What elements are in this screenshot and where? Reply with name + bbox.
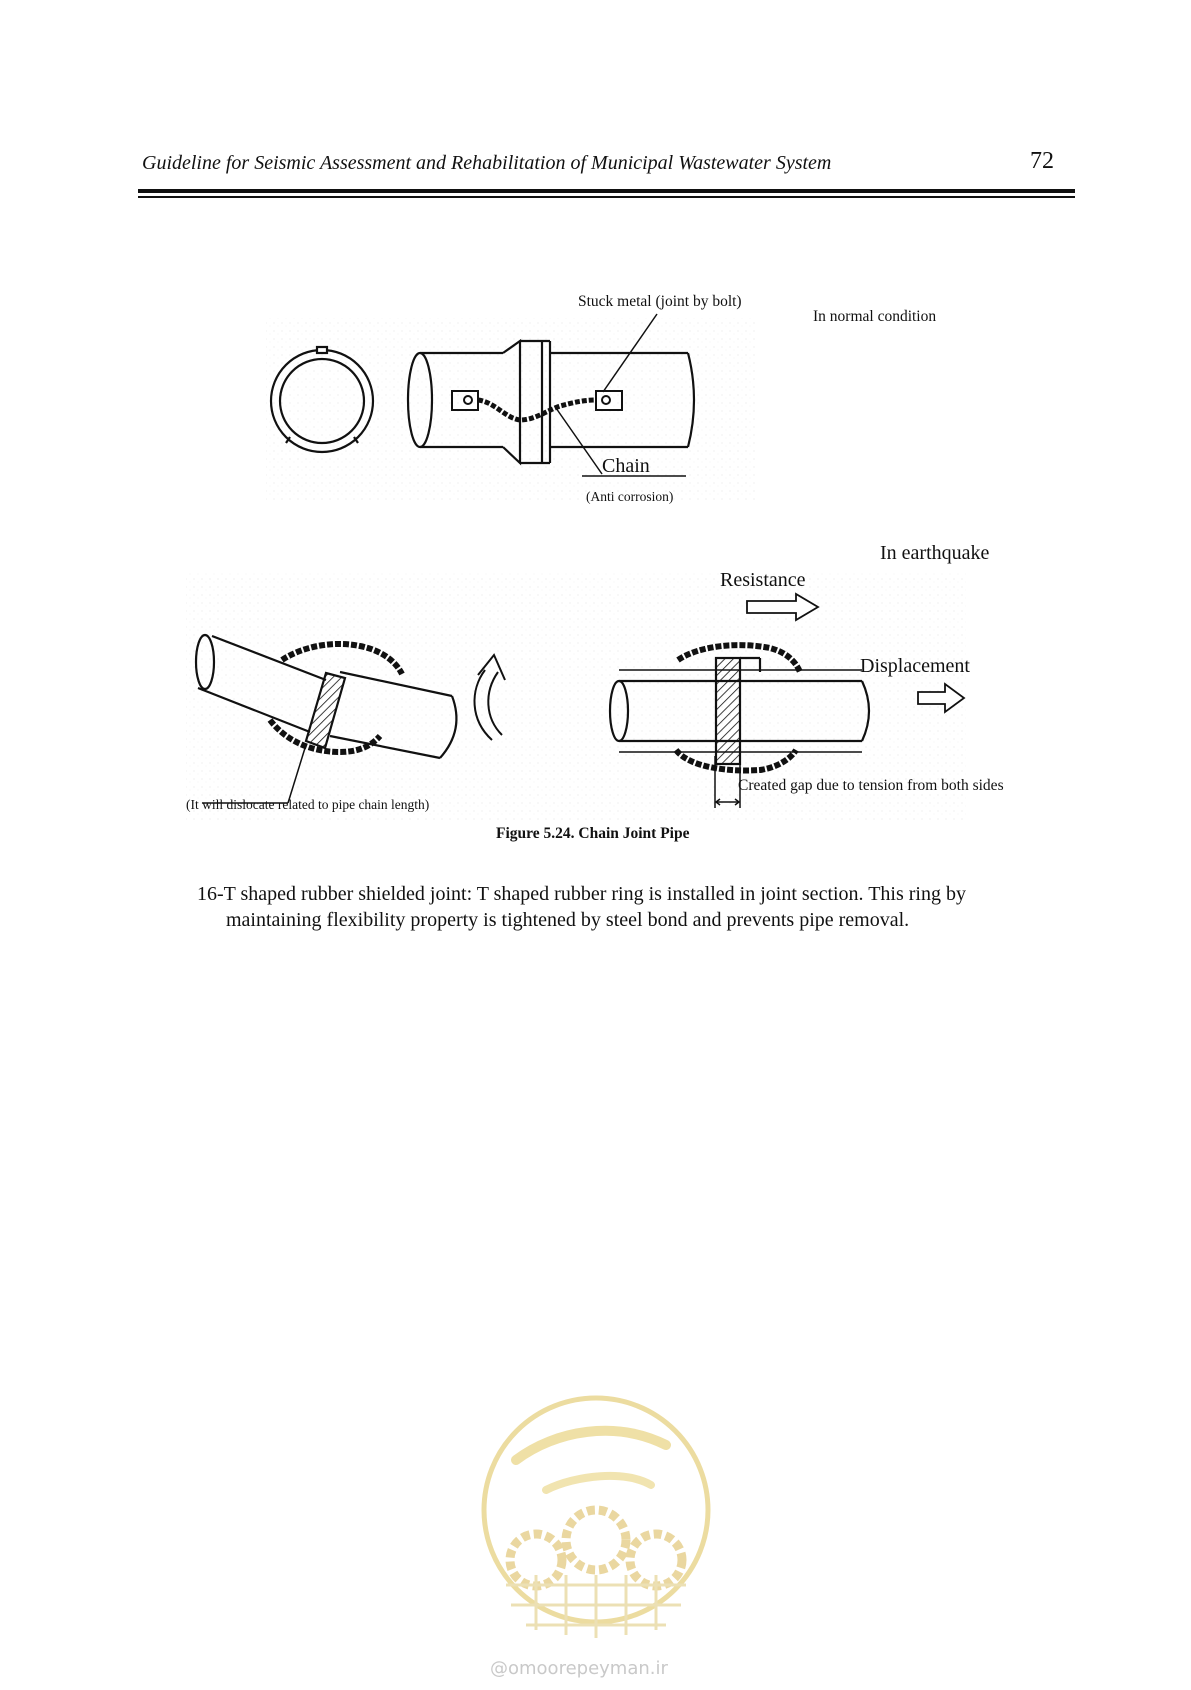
label-anti-corrosion: (Anti corrosion)	[586, 489, 674, 504]
paragraph-line-2: maintaining flexibility property is tightened by steel bond and prevents pipe removal.	[226, 909, 910, 931]
page-number: 72	[1030, 148, 1054, 174]
scan-background-top	[266, 318, 756, 500]
label-resistance: Resistance	[720, 569, 806, 591]
label-created-gap: Created gap due to tension from both sides	[738, 777, 1004, 794]
watermark-url: @omoorepeyman.ir	[490, 1658, 668, 1679]
running-header-title: Guideline for Seismic Assessment and Rehabilitation of Municipal Wastewater System	[142, 152, 832, 174]
label-displacement: Displacement	[860, 655, 970, 677]
watermark-logo	[476, 1390, 716, 1690]
label-in-earthquake: In earthquake	[880, 542, 990, 564]
label-chain: Chain	[602, 455, 650, 477]
label-stuck-metal: Stuck metal (joint by bolt)	[578, 293, 742, 310]
label-normal-condition: In normal condition	[813, 308, 937, 325]
label-dislocate: (It will dislocate related to pipe chain length)	[186, 797, 430, 812]
figure-caption: Figure 5.24. Chain Joint Pipe	[496, 825, 690, 842]
paragraph-line-1: 16-T shaped rubber shielded joint: T shaped rubber ring is installed in joint section. This ring by	[197, 883, 966, 905]
